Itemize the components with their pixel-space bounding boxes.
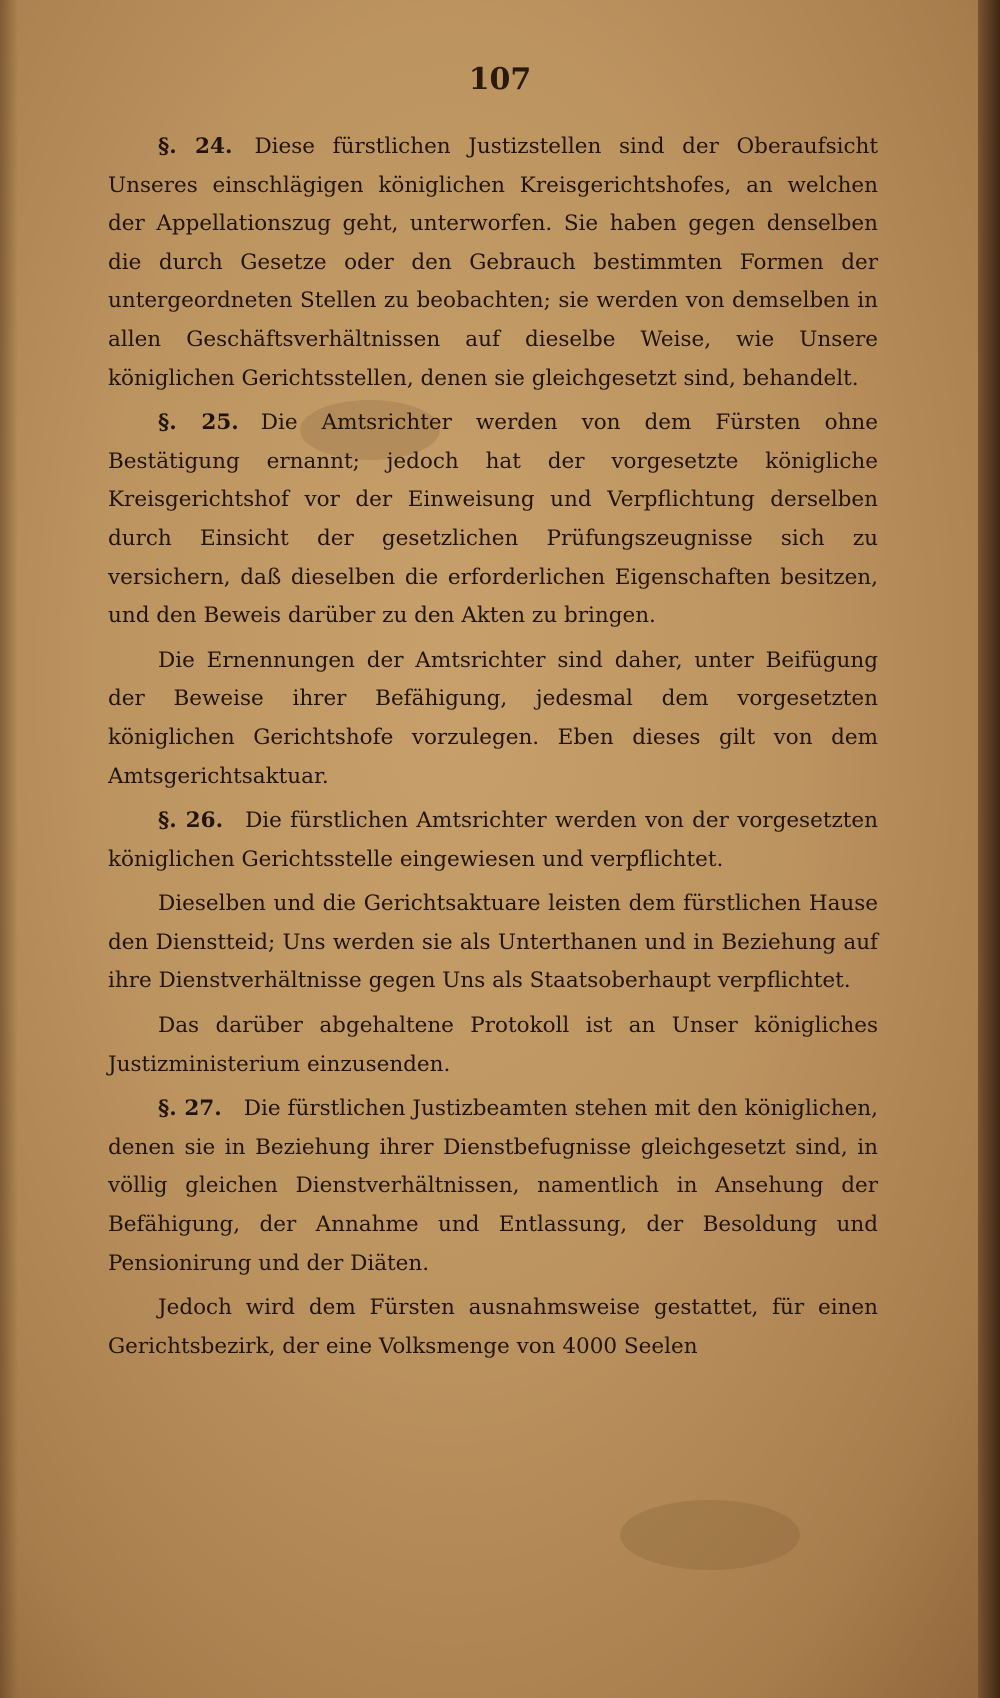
- paragraph-text: Das darüber abgehaltene Protokoll ist an Unser königliches Justizministerium einzusenden.: [108, 1013, 878, 1077]
- paragraph: [108, 885, 878, 1001]
- section-mark: §. 26.: [158, 808, 224, 834]
- paragraph-section-26: [108, 802, 878, 879]
- section-mark: §. 27.: [158, 1096, 222, 1122]
- paragraph: [108, 1007, 878, 1084]
- paragraph-text: Diese fürstlichen Justizstellen sind der Oberaufsicht Unseres einschlägigen königlichen Kreisgerichtshofes, an welchen der Appellationszug geht, unterworfen. Sie haben gegen denselben die durch Gesetze oder den Gebrauch bestimmten Formen der untergeordneten Stellen zu beobachten; sie werden von demselben in allen Geschäftsverhältnissen auf dieselbe Weise, wie Unsere königlichen Gerichtsstellen, denen sie gleichgesetzt sind, behandelt.: [108, 134, 879, 391]
- paragraph-text: Jedoch wird dem Fürsten ausnahmsweise gestattet, für einen Gerichtsbezirk, der eine Volksmenge von 4000 Seelen: [108, 1295, 878, 1359]
- paper-stain: [620, 1500, 800, 1570]
- page-shadow-left: [0, 0, 18, 1698]
- paragraph: [108, 642, 878, 796]
- paragraph-text: Die Amtsrichter werden von dem Fürsten ohne Bestätigung ernannt; jedoch hat der vorgesetzte königliche Kreisgerichtshof vor der Einweisung und Verpflichtung derselben durch Einsicht der gesetzlichen Prüfungszeugnisse sich zu versichern, daß dieselben die erforderlichen Eigenschaften besitzen, und den Beweis darüber zu den Akten zu bringen.: [108, 410, 879, 629]
- paragraph-section-27: [108, 1090, 878, 1283]
- paragraph-section-25: [108, 404, 878, 636]
- page-edge-right: [978, 0, 1000, 1698]
- paragraph: [108, 1289, 878, 1366]
- section-mark: §. 24.: [158, 134, 233, 159]
- paragraph-section-24: [108, 128, 878, 398]
- paragraph-text: Die fürstlichen Amtsrichter werden von der vorgesetzten königlichen Gerichtsstelle eingewiesen und verpflichtet.: [108, 808, 878, 872]
- paragraph-text: Die fürstlichen Justizbeamten stehen mit den königlichen, denen sie in Beziehung ihrer Dienstbefugnisse gleichgesetzt sind, in völlig gleichen Dienstverhältnissen, namentlich in Ansehung der Befähigung, der Annahme und Entlassung, der Besoldung und Pensionirung und der Diäten.: [108, 1096, 878, 1276]
- paragraph-text: Die Ernennungen der Amtsrichter sind daher, unter Beifügung der Beweise ihrer Befähigung, jedesmal dem vorgesetzten königlichen Gerichtshofe vorzulegen. Eben dieses gilt von dem Amtsgerichtsaktuar.: [108, 647, 878, 789]
- page-number: 107: [468, 62, 532, 97]
- section-mark: §. 25.: [158, 410, 239, 436]
- body-text: [108, 128, 878, 1372]
- paragraph-text: Dieselben und die Gerichtsaktuare leisten dem fürstlichen Hause den Dienstteid; Uns werden sie als Unterthanen und in Beziehung auf ihre Dienstverhältnisse gegen Uns als Staatsoberhaupt verpflichtet.: [108, 891, 878, 994]
